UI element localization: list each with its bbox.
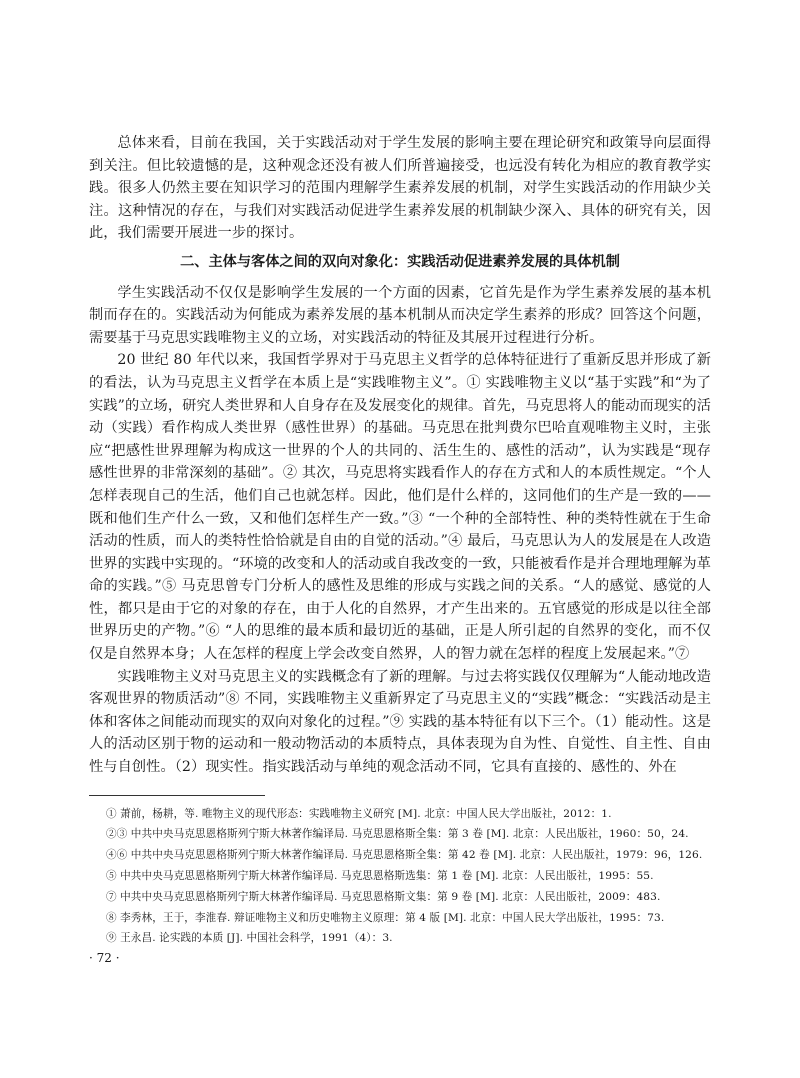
- page-number: · 72 ·: [89, 951, 120, 966]
- section-heading: 二、主体与客体之间的双向对象化：实践活动促进素养发展的具体机制: [180, 253, 620, 270]
- footnote: ⑧ 李秀林，王于，李淮春. 辩证唯物主义和历史唯物主义原理：第 4 版 [M]. 北京：中国人民大学出版社，1995：73.: [105, 911, 665, 924]
- footnote: ⑤ 中共中央马克思恩格斯列宁斯大林著作编译局. 马克思恩格斯选集：第 1 卷 [M]. 北京：人民出版社，1995：55.: [105, 870, 654, 883]
- footnote-list: [89, 806, 711, 948]
- footnote: ④⑥ 中共中央马克思恩格斯列宁斯大林著作编译局. 马克思恩格斯全集：第 42 卷 [M]. 北京：人民出版社，1979：96，126.: [105, 849, 703, 862]
- footnote: ⑨ 王永昌. 论实践的本质 [J]. 中国社会科学，1991（4）：3.: [105, 932, 393, 945]
- footnote: ⑦ 中共中央马克思恩格斯列宁斯大林著作编译局. 马克思恩格斯文集：第 9 卷 [M]. 北京：人民出版社，2009：483.: [105, 890, 661, 903]
- page-content: [89, 132, 711, 965]
- footnote-divider: [89, 795, 265, 796]
- body-paragraph: 实践唯物主义对马克思主义的实践概念有了新的理解。与过去将实践仅仅理解为“人能动地改造客观世界的物质活动”⑧ 不同，实践唯物主义重新界定了马克思主义的“实践”概念：“实践活动是主体和客体之间能动而现实的双向对象化的过程。”⑨ 实践的基本特征有以下三个。（1）能动性。这是人的活动区别于物的运动和一般动物活动的本质特点，具体表现为自为性、自觉性、自主性、自由性与自创性。（2）现实性。指实践活动与单纯的观念活动不同，它具有直接的、感性的、外在: [89, 668, 711, 776]
- footnote: ① 萧前，杨耕，等. 唯物主义的现代形态：实践唯物主义研究 [M]. 北京：中国人民大学出版社，2012：1.: [105, 807, 612, 820]
- body-paragraph: 总体来看，目前在我国，关于实践活动对于学生发展的影响主要在理论研究和政策导向层面得到关注。但比较遗憾的是，这种观念还没有被人们所普遍接受，也远没有转化为相应的教育教学实践。很多人仍然主要在知识学习的范围内理解学生素养发展的机制，对学生实践活动的作用缺少关注。这种情况的存在，与我们对实践活动促进学生素养发展的机制缺少深入、具体的研究有关，因此，我们需要开展进一步的探讨。: [89, 135, 711, 242]
- footnote: ②③ 中共中央马克思恩格斯列宁斯大林著作编译局. 马克思恩格斯全集：第 3 卷 [M]. 北京：人民出版社，1960：50，24.: [105, 828, 689, 841]
- body-paragraph: 20 世纪 80 年代以来，我国哲学界对于马克思主义哲学的总体特征进行了重新反思并形成了新的看法，认为马克思主义哲学在本质上是“实践唯物主义”。① 实践唯物主义以“基于实践”和“为了实践”的立场，研究人类世界和人自身存在及发展变化的规律。首先，马克思将人的能动而现实的活动（实践）看作构成人类世界（感性世界）的基础。马克思在批判费尔巴哈直观唯物主义时，主张应“把感性世界理解为构成这一世界的个人的共同的、活生生的、感性的活动”，认为实践是“现存感性世界的非常深刻的基础”。② 其次，马克思将实践看作人的存在方式和人的本质性规定。“个人怎样表现自己的生活，他们自己也就怎样。因此，他们是什么样的，这同他们的生产是一致的——既和他们生产什么一致，又和他们怎样生产一致。”③ “一个种的全部特性、种的类特性就在于生命活动的性质，而人的类特性恰恰就是自由的自觉的活动。”④ 最后，马克思认为人的发展是在人改造世界的实践中实现的。“环境的改变和人的活动或自我改变的一致，只能被看作是并合理地理解为革命的实践。”⑤ 马克思曾专门分析人的感性及思维的形成与实践之间的关系。“人的感觉、感觉的人性，都只是由于它的对象的存在，由于人化的自然界，才产生出来的。五官感觉的形成是以往全部世界历史的产物。”⑥ “人的思维的最本质和最切近的基础，正是人所引起的自然界的变化，而不仅仅是自然界本身；人在怎样的程度上学会改变自然界，人的智力就在怎样的程度上发展起来。”⑦: [89, 352, 711, 663]
- body-paragraph: 学生实践活动不仅仅是影响学生发展的一个方面的因素，它首先是作为学生素养发展的基本机制而存在的。实践活动为何能成为素养发展的基本机制从而决定学生素养的形成？回答这个问题，需要基于马克思实践唯物主义的立场，对实践活动的特征及其展开过程进行分析。: [89, 284, 711, 346]
